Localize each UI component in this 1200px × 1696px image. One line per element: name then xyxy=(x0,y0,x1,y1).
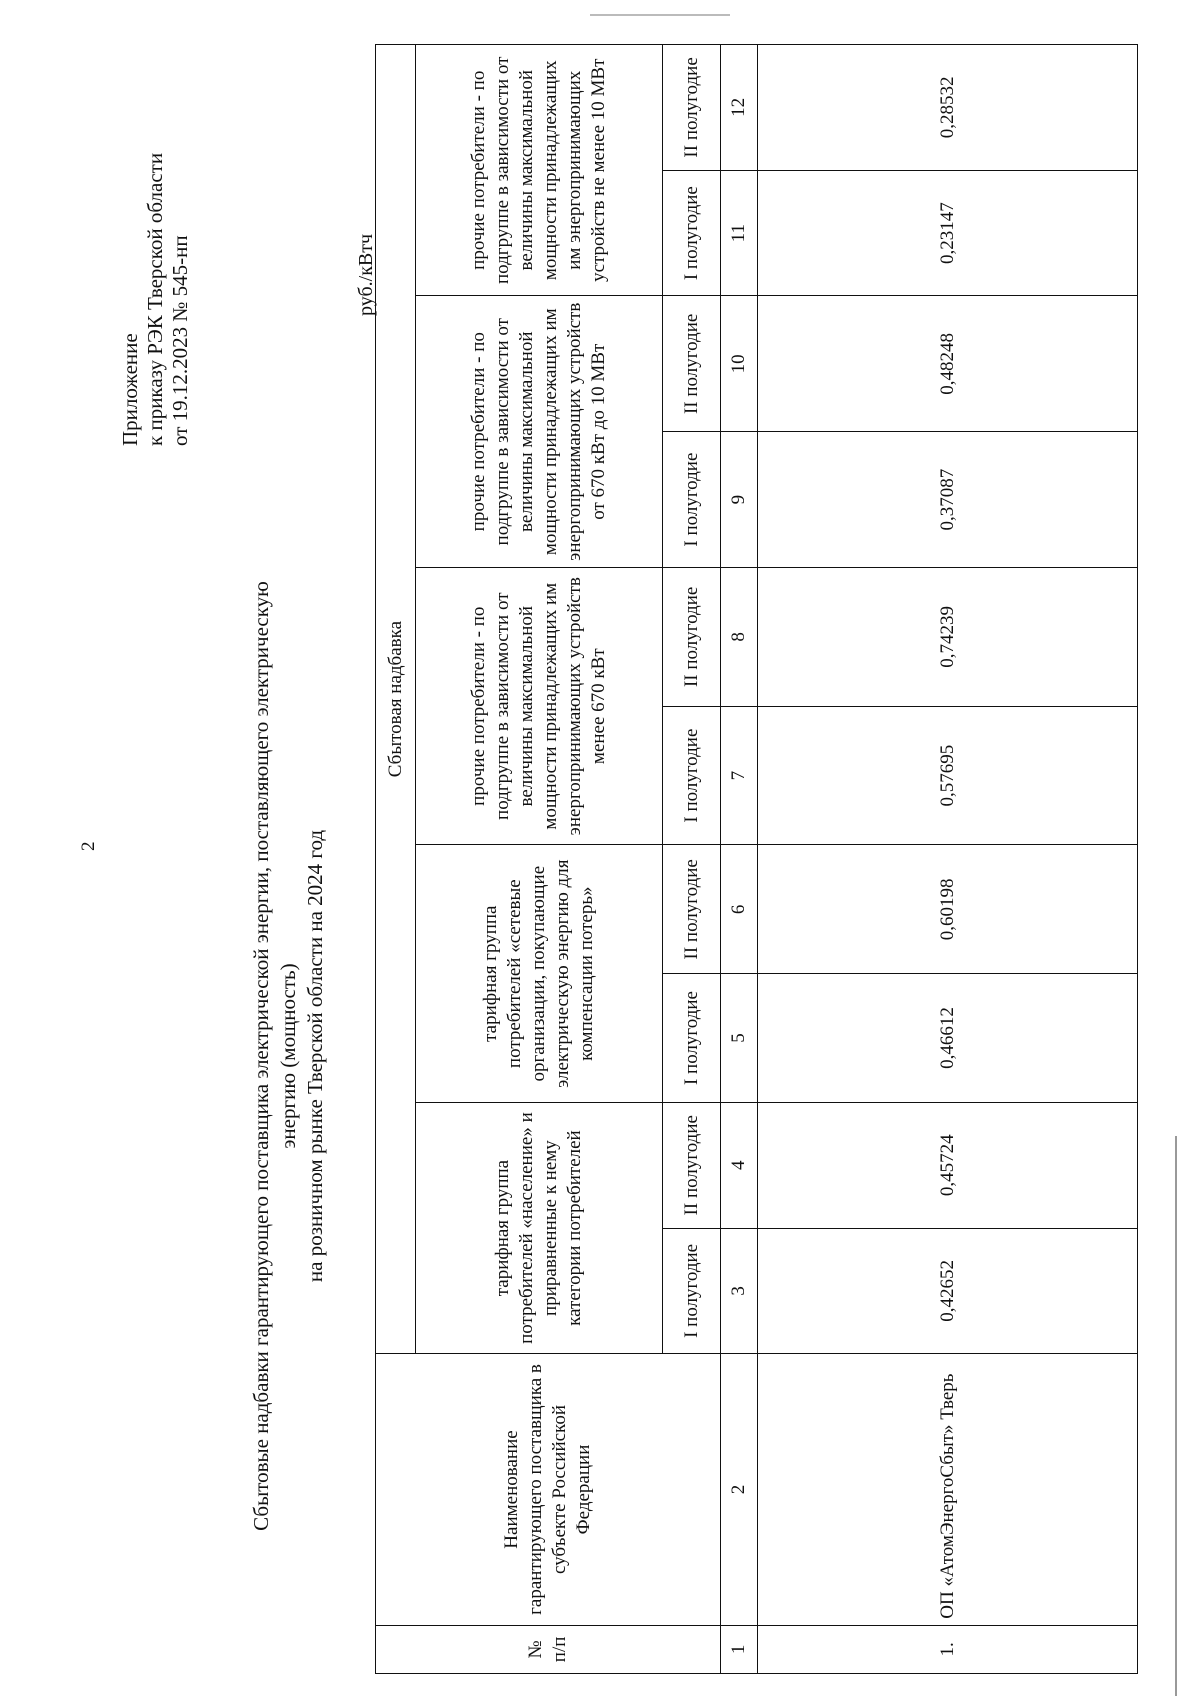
header-cell-name: Наименование гарантирующего поставщика в субъекте Российской Федерации xyxy=(376,1354,721,1625)
header-cell-num: № п/п xyxy=(376,1625,721,1673)
header-cell-period: I полугодие xyxy=(663,432,721,568)
units-label: руб./кВтч xyxy=(355,233,377,316)
index-cell: 12 xyxy=(721,45,758,171)
value-cell: 0,45724 xyxy=(758,1102,1138,1228)
value-cell: 0,37087 xyxy=(758,432,1138,568)
index-cell: 6 xyxy=(721,845,758,974)
appendix-line: к приказу РЭК Тверской области xyxy=(143,152,167,446)
scan-artifact xyxy=(590,14,730,16)
appendix-block xyxy=(118,153,193,446)
appendix-line: Приложение xyxy=(118,333,142,446)
header-cell-category: прочие потребители - по подгруппе в зависимости от величины максимальной мощности принадлежащих им энергопринимающих устройств не менее 10 МВт xyxy=(416,45,663,297)
index-cell: 10 xyxy=(721,296,758,432)
index-cell: 7 xyxy=(721,706,758,845)
header-cell-period: II полугодие xyxy=(663,845,721,974)
index-cell: 1 xyxy=(721,1625,758,1673)
index-cell: 11 xyxy=(721,170,758,296)
index-cell: 5 xyxy=(721,974,758,1103)
header-cell-category: тарифная группа потребителей «сетевые организации, покупающие электрическую энергию для компенсации потерь» xyxy=(416,845,663,1102)
header-cell-period: II полугодие xyxy=(663,1102,721,1228)
header-cell-period: II полугодие xyxy=(663,296,721,432)
index-cell: 9 xyxy=(721,432,758,568)
index-cell: 2 xyxy=(721,1354,758,1625)
value-cell: 0,57695 xyxy=(758,706,1138,845)
row-name-cell: ОП «АтомЭнергоСбыт» Тверь xyxy=(758,1354,1138,1625)
appendix-line: от 19.12.2023 № 545-нп xyxy=(168,235,192,446)
header-cell-category: тарифная группа потребителей «население» и приравненные к нему категории потребителей xyxy=(416,1102,663,1353)
title-line: Сбытовые надбавки гарантирующего поставщика электрической энергии, поставляющего электрическую энергию (мощность) xyxy=(249,581,300,1531)
header-cell-period: I полугодие xyxy=(663,1228,721,1354)
index-cell: 4 xyxy=(721,1102,758,1228)
row-num-cell: 1. xyxy=(758,1625,1138,1673)
value-cell: 0,23147 xyxy=(758,170,1138,296)
header-cell-period: II полугодие xyxy=(663,567,721,706)
header-cell-period: I полугодие xyxy=(663,974,721,1103)
table-row xyxy=(758,45,1138,1674)
value-cell: 0,48248 xyxy=(758,296,1138,432)
scan-edge-line xyxy=(1175,1136,1177,1696)
header-cell-group: Сбытовая надбавка xyxy=(376,45,416,1354)
header-cell-period: II полугодие xyxy=(663,45,721,171)
header-cell-period: I полугодие xyxy=(663,170,721,296)
title-line: на розничном рынке Тверской области на 2024 год xyxy=(303,829,327,1283)
header-row-group xyxy=(376,45,416,1674)
value-cell: 0,46612 xyxy=(758,974,1138,1103)
document-title xyxy=(248,556,329,1556)
index-cell: 3 xyxy=(721,1228,758,1354)
header-cell-period: I полугодие xyxy=(663,706,721,845)
value-cell: 0,42652 xyxy=(758,1228,1138,1354)
tariff-table xyxy=(375,44,1138,1674)
header-cell-category: прочие потребители - по подгруппе в зависимости от величины максимальной мощности принадлежащих им энергопринимающих устройств от 670 кВт до 10 МВт xyxy=(416,296,663,567)
header-row-indices xyxy=(721,45,758,1674)
value-cell: 0,74239 xyxy=(758,567,1138,706)
value-cell: 0,28532 xyxy=(758,45,1138,171)
header-cell-category: прочие потребители - по подгруппе в зависимости от величины максимальной мощности принадлежащих им энергопринимающих устройств менее 670 кВт xyxy=(416,567,663,845)
page-number: 2 xyxy=(78,841,99,851)
value-cell: 0,60198 xyxy=(758,845,1138,974)
index-cell: 8 xyxy=(721,567,758,706)
